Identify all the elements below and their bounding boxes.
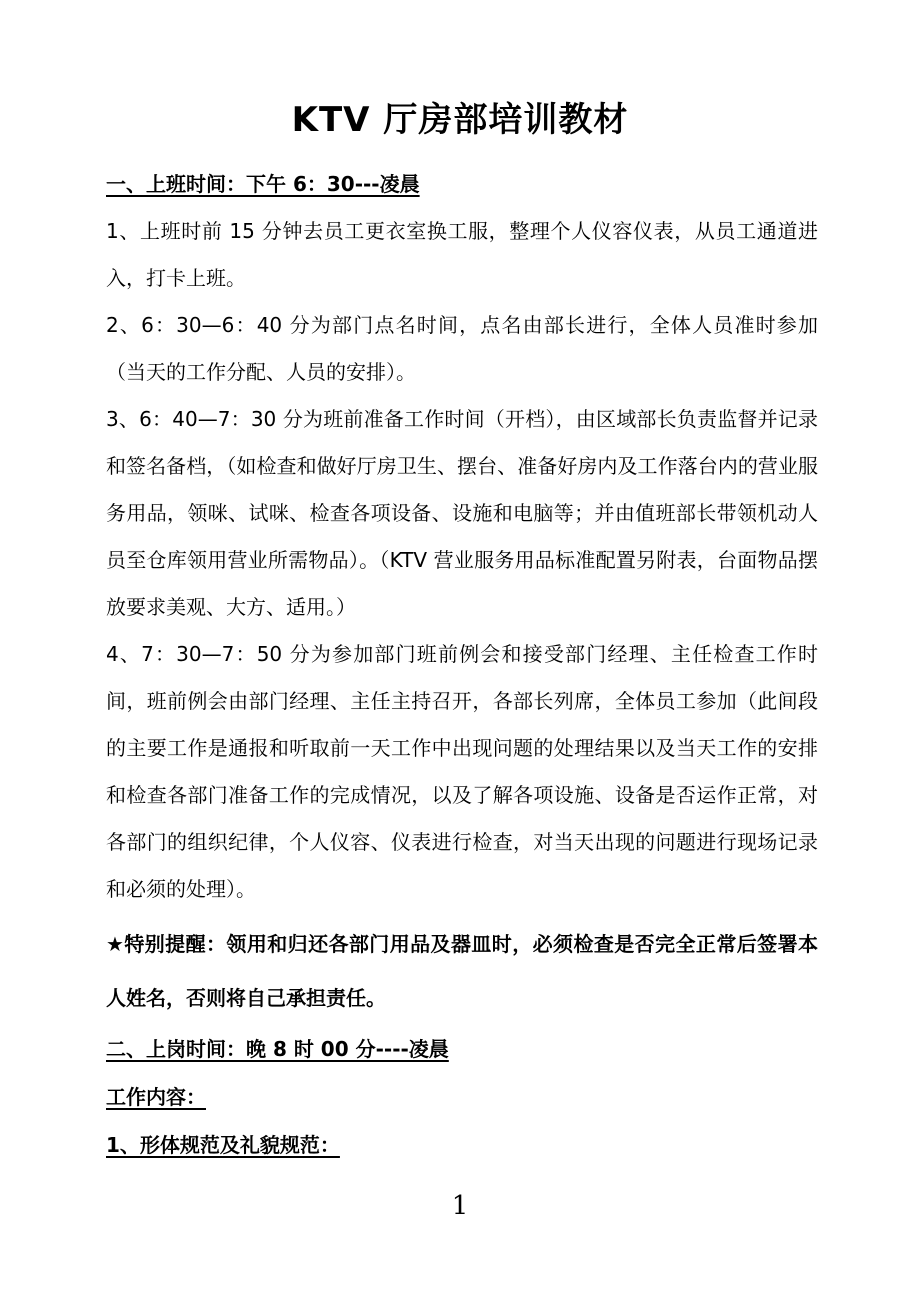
paragraph-1: 1、上班时前 15 分钟去员工更衣室换工服，整理个人仪容仪表，从员工通道进入，打卡上班。 xyxy=(106,219,818,290)
special-notice: ★特别提醒：领用和归还各部门用品及器皿时，必须检查是否完全正常后签署本人姓名，否则将自己承担责任。 xyxy=(106,932,818,1010)
paragraph-3: 3、6：40—7：30 分为班前准备工作时间（开档），由区域部长负责监督并记录和签名备档，（如检查和做好厅房卫生、摆台、准备好房内及工作落台内的营业服务用品，领咪、试咪、检查各项设备、设施和电脑等；并由值班部长带领机动人员至仓库领用营业所需物品）。（KTV 营业服务用品标准配置另附表，台面物品摆放要求美观、大方、适用。） xyxy=(106,407,818,619)
paragraph-2: 2、6：30—6：40 分为部门点名时间，点名由部长进行，全体人员准时参加（当天的工作分配、人员的安排）。 xyxy=(106,313,818,384)
paragraph-4: 4、7：30—7：50 分为参加部门班前例会和接受部门经理、主任检查工作时间，班前例会由部门经理、主任主持召开，各部长列席，全体员工参加（此间段的主要工作是通报和听取前一天工作中出现问题的处理结果以及当天工作的安排和检查各部门准备工作的完成情况，以及了解各项设施、设备是否运作正常，对各部门的组织纪律，个人仪容、仪表进行检查，对当天出现的问题进行现场记录和必须的处理）。 xyxy=(106,642,818,901)
page-number: 1 xyxy=(451,1191,469,1221)
section-2-heading: 二、上岗时间：晚 8 时 00 分----凌晨 xyxy=(106,1037,449,1061)
section-1-heading: 一、上班时间：下午 6：30---凌晨 xyxy=(106,172,420,196)
subsection-1-heading: 1、形体规范及礼貌规范： xyxy=(106,1133,340,1157)
document-title: KTV 厅房部培训教材 xyxy=(291,100,629,140)
document-body xyxy=(106,160,818,1169)
work-content-heading: 工作内容： xyxy=(106,1085,206,1109)
